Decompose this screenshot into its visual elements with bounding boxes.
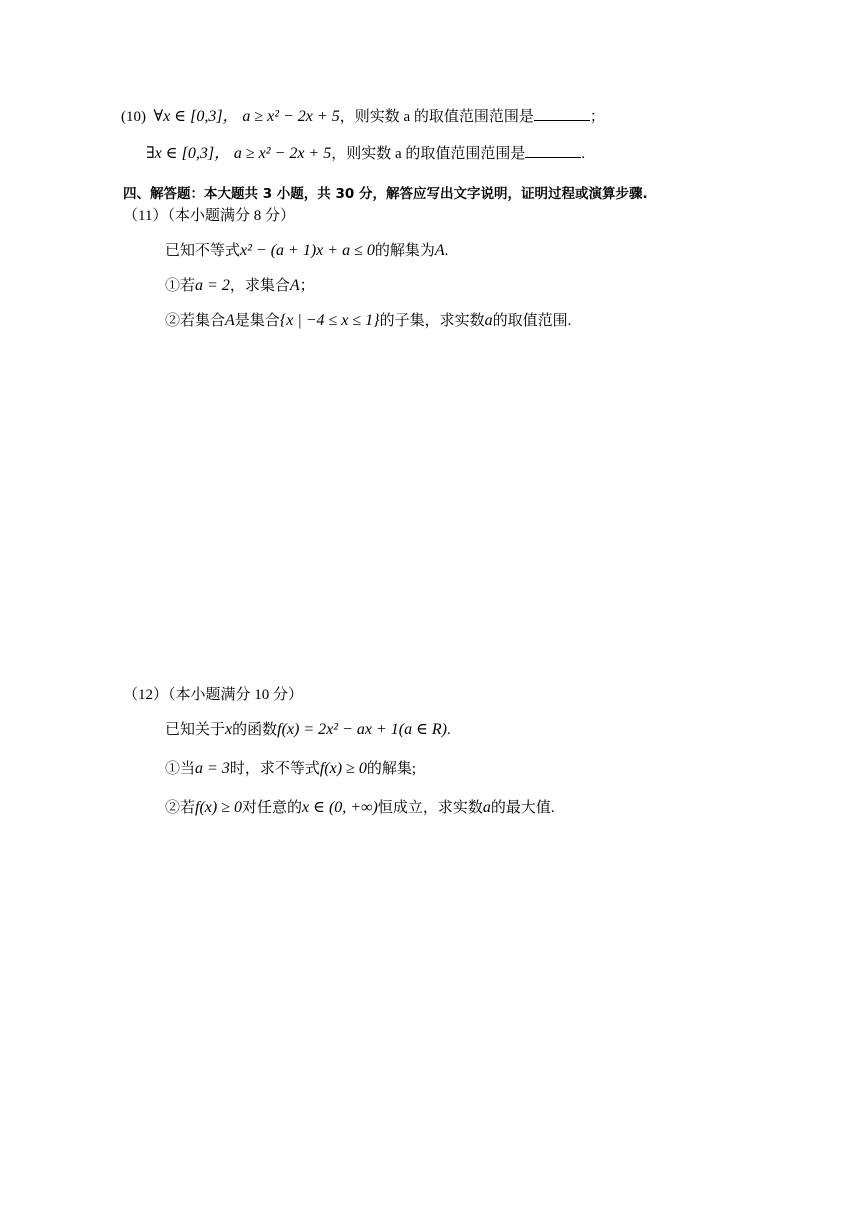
q10-line2-text: ，则实数 a 的取值范围范围是: [331, 146, 526, 162]
q10-answer-blank-2: [525, 143, 581, 158]
q11-part1-end: ；: [299, 278, 315, 294]
q11-part1-math: a = 2: [195, 277, 230, 294]
q11-stem-math: x² − (a + 1)x + a ≤ 0: [240, 242, 375, 259]
q11-stem-end: .: [444, 243, 449, 259]
q11-part2-set: A: [225, 312, 235, 329]
q11-part1-mid: ，求集合: [229, 278, 290, 294]
q11-part1-pre: ①若: [165, 278, 196, 294]
q10-answer-blank-1: [534, 106, 590, 121]
q11-stem: [165, 240, 448, 262]
q11-part2-pre: ②若集合: [165, 313, 226, 329]
q10-line1-inequality: a ≥ x² − 2x + 5: [242, 108, 340, 125]
q12-stem-end: .: [447, 722, 451, 738]
q10-line1-text: ，则实数 a 的取值范围范围是: [339, 109, 534, 125]
q11-part-1: [165, 275, 315, 297]
q12-part-1: [165, 758, 416, 780]
q11-part2-post: 的子集，求实数: [379, 313, 485, 329]
q11-part1-set: A: [289, 277, 300, 294]
q12-part1-pre: ①当: [165, 761, 196, 777]
q12-part1-ineq: f(x) ≥ 0: [319, 760, 367, 777]
q10-line2-inequality: a ≥ x² − 2x + 5: [233, 145, 332, 162]
section-4-heading: 四、解答题：本大题共 3 小题，共 30 分，解答应写出文字说明，证明过程或演算步骤.: [123, 186, 648, 202]
q12-part2-pre: ②若: [165, 800, 196, 816]
q12-part2-end: 的最大值.: [490, 800, 555, 816]
q11-stem-post: 的解集为: [374, 243, 435, 259]
q11-part2-var: a: [484, 312, 493, 329]
q12-stem-math: f(x) = 2x² − ax + 1(a ∈ R): [277, 721, 448, 738]
q12-stem-var: x: [225, 721, 233, 738]
q12-part-2: [165, 797, 555, 819]
q11-stem-set: A: [434, 242, 445, 259]
q10-line-2: [146, 143, 585, 165]
q12-part2-mid: 对任意的: [242, 800, 303, 816]
q12-stem-pre: 已知关于: [165, 722, 226, 738]
q11-part-2: [165, 310, 571, 332]
q12-part2-ineq: f(x) ≥ 0: [195, 799, 242, 816]
q12-stem: [165, 719, 451, 741]
q12-part2-post: 恒成立，求实数: [377, 800, 483, 816]
q12-part1-mid: 时，求不等式: [229, 761, 320, 777]
q12-stem-mid: 的函数: [232, 722, 278, 738]
q11-header: （11）（本小题满分 8 分）: [123, 208, 295, 224]
q12-part2-domain: x ∈ (0, +∞): [302, 799, 378, 816]
q12-part2-var: a: [482, 799, 491, 816]
q10-line1-end: ；: [589, 109, 605, 125]
q12-header: （12）（本小题满分 10 分）: [123, 687, 304, 703]
q12-part1-math: a = 3: [195, 760, 230, 777]
q11-stem-pre: 已知不等式: [165, 243, 241, 259]
q11-part2-end: 的取值范围.: [492, 313, 572, 329]
q11-part2-mid: 是集合: [234, 313, 280, 329]
q10-line-1: [121, 106, 605, 128]
q11-part2-math: {x | −4 ≤ x ≤ 1}: [279, 312, 380, 329]
q10-number: (10): [121, 109, 146, 125]
q10-line2-quantifier: ∃x ∈ [0,3]，: [146, 145, 231, 162]
q10-line1-quantifier: ∀x ∈ [0,3]，: [153, 108, 239, 125]
q12-part1-end: 的解集;: [366, 761, 416, 777]
q10-line2-end: .: [581, 146, 586, 162]
